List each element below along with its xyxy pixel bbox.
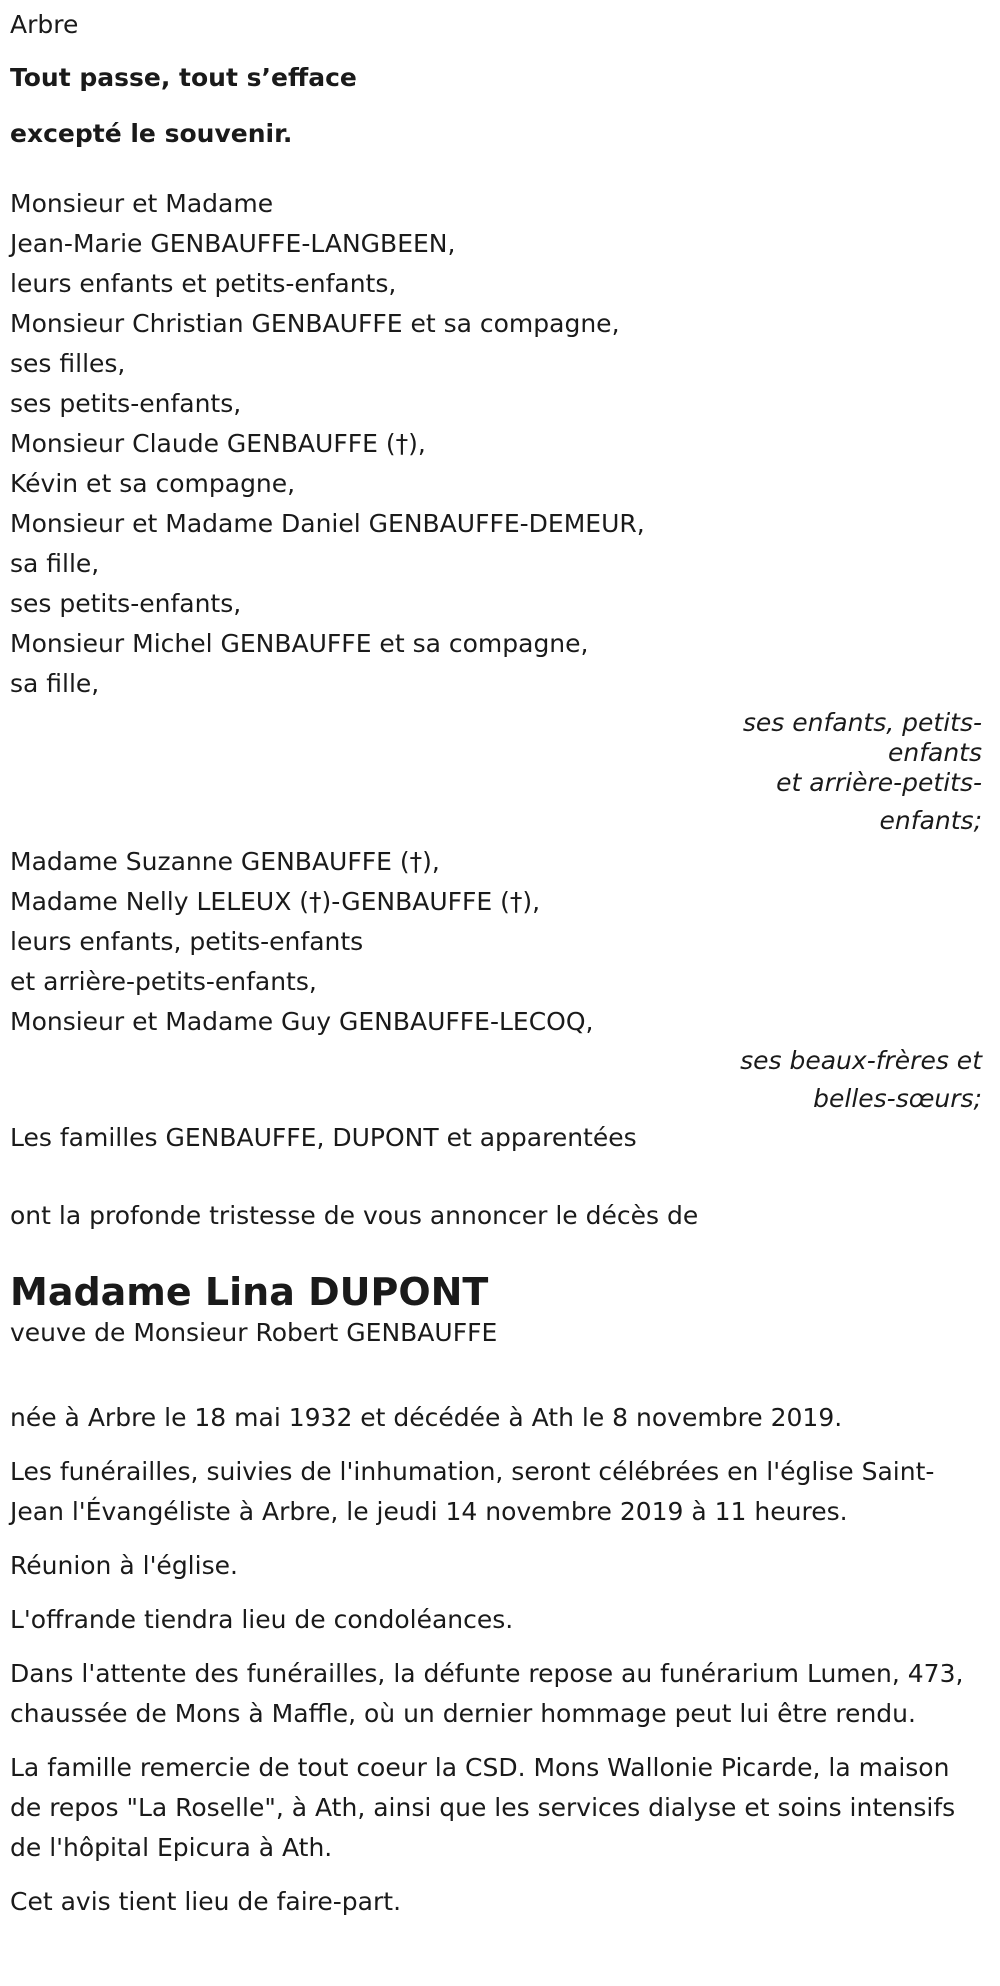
obituary-notice [10,0,982,1936]
relation-label-1 [10,704,982,840]
family-group-2 [10,842,982,1042]
family-line: et arrière-petits-enfants, [10,967,317,996]
family-line: ses filles, [10,349,126,378]
relation-line: et arrière-petits- [776,768,982,797]
family-line: sa fille, [10,549,100,578]
widow-of: veuve de Monsieur Robert GENBAUFFE [10,1318,498,1347]
family-line: Monsieur et Madame Daniel GENBAUFFE-DEMEUR, [10,509,645,538]
detail-paragraph: Réunion à l'église. [10,1551,238,1580]
family-line: Madame Suzanne GENBAUFFE (†), [10,847,440,876]
family-line: Madame Nelly LELEUX (†)-GENBAUFFE (†), [10,887,541,916]
detail-paragraph: L'offrande tiendra lieu de condoléances. [10,1605,514,1634]
relation-line: enfants [887,738,982,767]
family-line: Monsieur Michel GENBAUFFE et sa compagne, [10,629,589,658]
motto-line-2: excepté le souvenir. [10,119,293,148]
family-line: Monsieur et Madame [10,189,274,218]
relation-line: ses beaux-frères et [740,1046,982,1075]
family-line: ses petits-enfants, [10,389,242,418]
detail-paragraph: Les funérailles, suivies de l'inhumation, seront célébrées en l'église Saint-Jean l'Évangéliste à Arbre, le jeudi 14 novembre 2019 à 11 heures. [10,1457,935,1526]
relation-line: belles-sœurs; [813,1084,982,1113]
family-group-1 [10,184,982,704]
detail-paragraph: La famille remercie de tout coeur la CSD. Mons Wallonie Picarde, la maison de repos "La Roselle", à Ath, ainsi que les services dialyse et soins intensifs de l'hôpital Epicura à Ath. [10,1753,956,1862]
family-line: Monsieur Claude GENBAUFFE (†), [10,429,426,458]
detail-paragraph: Cet avis tient lieu de faire-part. [10,1887,402,1916]
family-line: Kévin et sa compagne, [10,469,296,498]
details-section [10,1398,982,1922]
motto-line-1: Tout passe, tout s’efface [10,63,357,92]
family-line: leurs enfants, petits-enfants [10,927,364,956]
family-line: Monsieur Christian GENBAUFFE et sa compagne, [10,309,620,338]
family-line: Monsieur et Madame Guy GENBAUFFE-LECOQ, [10,1007,594,1036]
families-line: Les familles GENBAUFFE, DUPONT et apparentées [10,1123,637,1152]
detail-paragraph: Dans l'attente des funérailles, la défunte repose au funérarium Lumen, 473, chaussée de Mons à Maffle, où un dernier hommage peut lui être rendu. [10,1659,964,1728]
family-line: sa fille, [10,669,100,698]
relation-line: ses enfants, petits- [742,708,982,737]
place-name: Arbre [10,10,79,39]
announcement: ont la profonde tristesse de vous annoncer le décès de [10,1201,699,1230]
detail-paragraph: née à Arbre le 18 mai 1932 et décédée à Ath le 8 novembre 2019. [10,1403,843,1432]
deceased-name: Madame Lina DUPONT [10,1270,489,1314]
relation-line: enfants; [879,806,982,835]
relation-label-2 [10,1042,982,1118]
family-line: leurs enfants et petits-enfants, [10,269,397,298]
family-line: Jean-Marie GENBAUFFE-LANGBEEN, [10,229,456,258]
family-line: ses petits-enfants, [10,589,242,618]
